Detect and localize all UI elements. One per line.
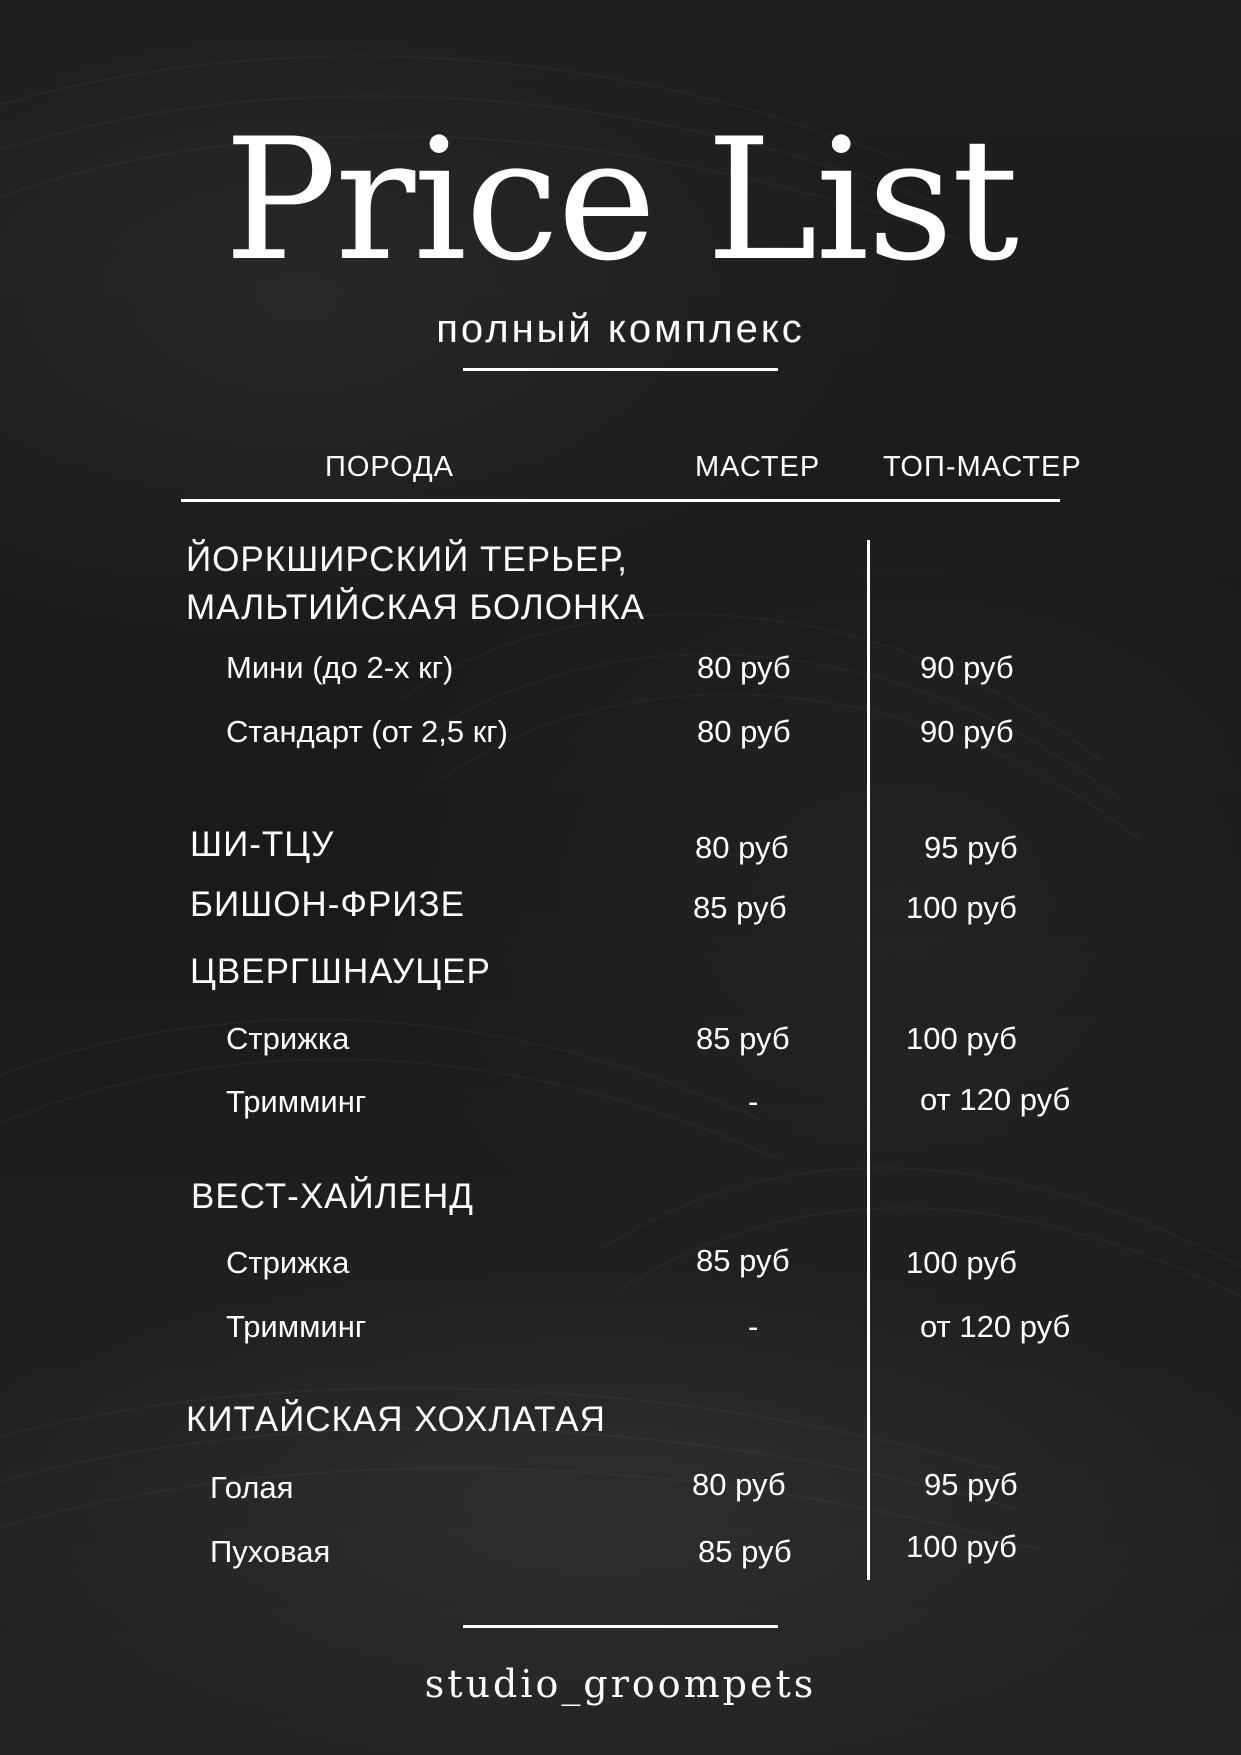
master-price: - xyxy=(748,1084,759,1119)
master-price: 80 руб xyxy=(692,1467,786,1502)
top-master-price: 100 руб xyxy=(906,1529,1017,1564)
breed-name: ЙОРКШИРСКИЙ ТЕРЬЕР, xyxy=(186,540,628,579)
column-header-top-master: ТОП-МАСТЕР xyxy=(883,451,1082,483)
master-price: 80 руб xyxy=(695,830,789,865)
top-master-price: от 120 руб xyxy=(920,1082,1071,1117)
service-label: Стрижка xyxy=(226,1245,350,1280)
top-master-price: 100 руб xyxy=(906,1245,1017,1280)
breed-name: ВЕСТ-ХАЙЛЕНД xyxy=(191,1177,474,1216)
top-master-price: 90 руб xyxy=(920,650,1014,685)
breed-name: МАЛЬТИЙСКАЯ БОЛОНКА xyxy=(186,588,646,627)
master-price: 85 руб xyxy=(693,890,787,925)
service-label: Пуховая xyxy=(210,1534,331,1569)
service-label: Мини (до 2-х кг) xyxy=(226,650,454,685)
top-master-price: 100 руб xyxy=(906,890,1017,925)
service-label: Стандарт (от 2,5 кг) xyxy=(226,714,508,749)
master-price: 85 руб xyxy=(696,1021,790,1056)
breed-name: КИТАЙСКАЯ ХОХЛАТАЯ xyxy=(186,1400,606,1439)
column-header-master: МАСТЕР xyxy=(695,451,821,483)
breed-name: ШИ-ТЦУ xyxy=(190,825,335,864)
master-price: - xyxy=(748,1309,759,1344)
page-subtitle: полный комплекс xyxy=(436,307,805,351)
master-price: 85 руб xyxy=(696,1243,790,1278)
master-price: 80 руб xyxy=(697,714,791,749)
column-divider xyxy=(867,540,870,1580)
column-header-breed: ПОРОДА xyxy=(325,451,455,483)
master-price: 85 руб xyxy=(698,1534,792,1569)
top-master-price: от 120 руб xyxy=(920,1309,1071,1344)
master-price: 80 руб xyxy=(697,650,791,685)
breed-name: ЦВЕРГШНАУЦЕР xyxy=(190,952,491,991)
page-title: Price List xyxy=(223,102,1017,298)
top-master-price: 95 руб xyxy=(924,1467,1018,1502)
top-master-price: 90 руб xyxy=(920,714,1014,749)
footer-handle: studio_groompets xyxy=(424,1662,817,1706)
service-label: Тримминг xyxy=(226,1084,367,1119)
service-label: Стрижка xyxy=(226,1021,350,1056)
service-label: Тримминг xyxy=(226,1309,367,1344)
title-divider xyxy=(463,368,778,371)
top-master-price: 100 руб xyxy=(906,1021,1017,1056)
top-master-price: 95 руб xyxy=(924,830,1018,865)
service-label: Голая xyxy=(210,1470,294,1505)
breed-name: БИШОН-ФРИЗЕ xyxy=(190,885,465,924)
footer-divider xyxy=(463,1625,778,1628)
header-divider xyxy=(181,499,1060,502)
